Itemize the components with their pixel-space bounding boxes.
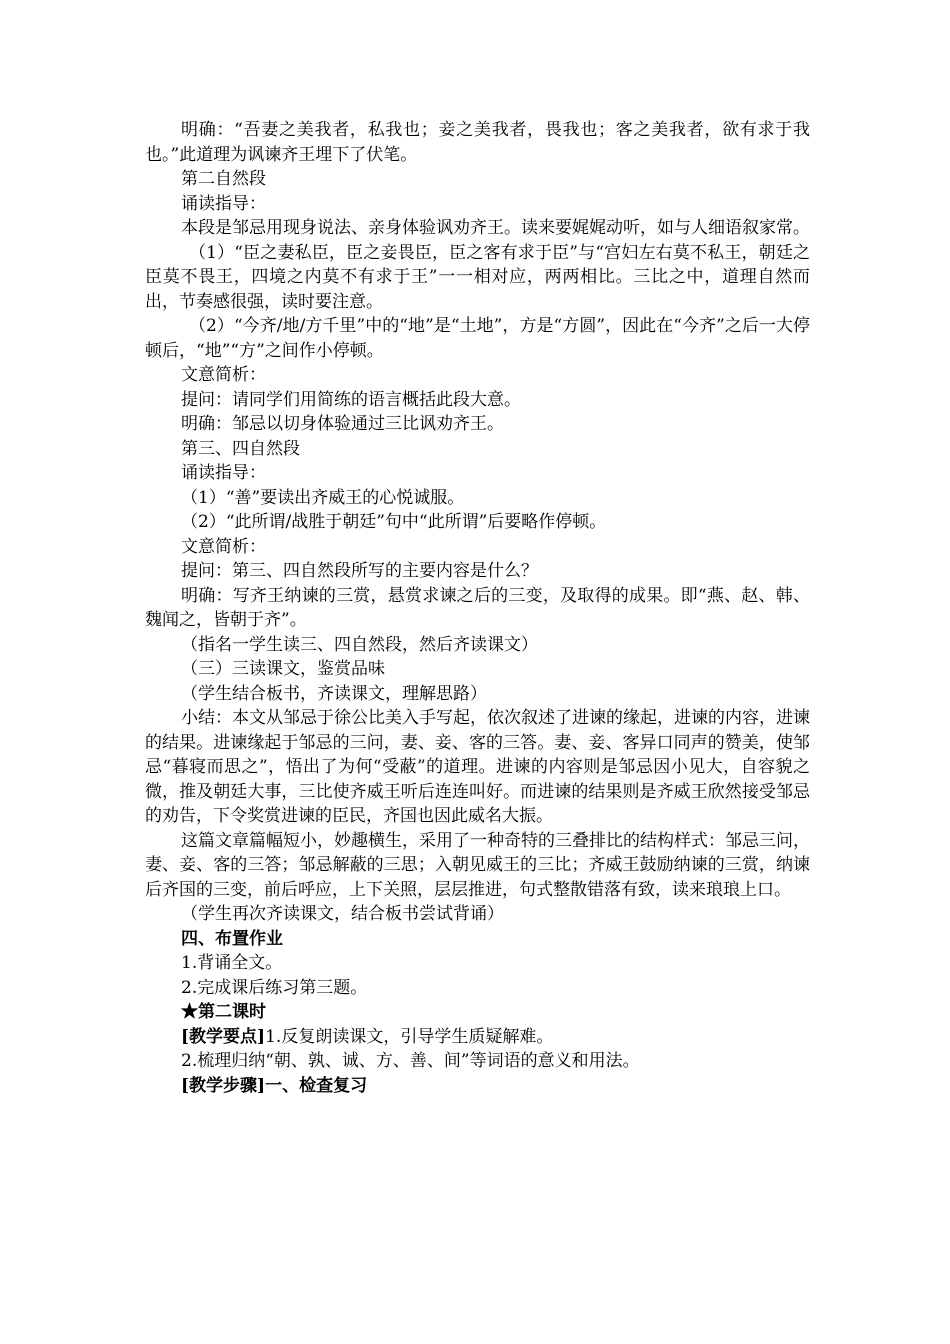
key-points-line bbox=[145, 1025, 810, 1050]
steps-label: [教学步骤] bbox=[181, 1075, 266, 1096]
key-points-text: 1.反复朗读课文，引导学生质疑解难。 bbox=[265, 1026, 554, 1047]
paragraph-p5: （1）“臣之妻私臣，臣之妾畏臣，臣之客有求于臣”与“宫妇左右莫不私王，朝廷之臣莫不畏王，四境之内莫不有求于王”一一相对应，两两相比。三比之中，道理自然而出，节奏感很强，读时要注意。 bbox=[145, 242, 810, 312]
homework-item-2: 2.完成课后练习第三题。 bbox=[181, 977, 368, 998]
section-heading-homework: 四、布置作业 bbox=[181, 928, 283, 949]
paragraph-p17: （指名一学生读三、四自然段，然后齐读课文） bbox=[181, 634, 538, 655]
paragraph-answer-2: 明确：写齐王纳谏的三赏，悬赏求谏之后的三变，及取得的成果。即“燕、赵、韩、魏闻之，皆朝于齐”。 bbox=[145, 585, 810, 630]
subheading-reading-guide-2: 诵读指导： bbox=[181, 463, 266, 483]
paragraph-p18: （三）三读课文，鉴赏品味 bbox=[181, 659, 385, 679]
key-points-line-2: 2.梳理归纳“朝、孰、诚、方、善、间”等词语的意义和用法。 bbox=[181, 1051, 640, 1071]
paragraph-summary: 小结：本文从邹忌于徐公比美入手写起，依次叙述了进谏的缘起，进谏的内容，进谏的结果。进谏缘起于邹忌的三问，妻、妾、客的三答。妻、妾、客异口同声的赞美，使邹忌“暮寝而思之”，悟出了为何“受蔽”的道理。进谏的内容则是邹忌因小见大，自容貌之微，推及朝廷大事，三比使齐威王听后连连叫好。而进谏的结果则是齐威王欣然接受邹忌的劝告，下令奖赏进谏的臣民，齐国也因此威名大振。 bbox=[145, 708, 810, 826]
section-heading-paragraph-2: 第二自然段 bbox=[181, 169, 266, 189]
paragraph-question: 提问：请同学们用简练的语言概括此段大意。 bbox=[181, 389, 521, 410]
paragraph-p1: 明确：“吾妻之美我者，私我也；妾之美我者，畏我也；客之美我者，欲有求于我也。”此道理为讽谏齐王埋下了伏笔。 bbox=[145, 120, 810, 165]
section-heading-second-lesson: ★第二课时 bbox=[181, 1002, 266, 1022]
subheading-reading-guide: 诵读指导： bbox=[181, 193, 266, 214]
section-heading-paragraph-3-4: 第三、四自然段 bbox=[181, 438, 300, 459]
subheading-meaning-analysis: 文意简析： bbox=[181, 365, 266, 385]
paragraph-p13: （2）“此所谓/战胜于朝廷”句中“此所谓”后要略作停顿。 bbox=[181, 512, 607, 532]
paragraph-answer: 明确：邹忌以切身体验通过三比讽劝齐王。 bbox=[181, 414, 504, 434]
document-body bbox=[145, 118, 810, 1098]
paragraph-question-2: 提问：第三、四自然段所写的主要内容是什么？ bbox=[181, 561, 538, 581]
paragraph-p22: （学生再次齐读课文，结合板书尝试背诵） bbox=[181, 904, 504, 924]
subheading-meaning-analysis-2: 文意简析： bbox=[181, 536, 266, 557]
key-points-label: [教学要点] bbox=[181, 1026, 266, 1047]
paragraph-p4: 本段是邹忌用现身说法、亲身体验讽劝齐王。读来要娓娓动听，如与人细语叙家常。 bbox=[181, 218, 810, 238]
homework-item-1: 1.背诵全文。 bbox=[181, 953, 283, 973]
paragraph-structure: 这篇文章篇幅短小，妙趣横生，采用了一种奇特的三叠排比的结构样式：邹忌三问，妻、妾、客的三答；邹忌解蔽的三思；入朝见威王的三比；齐威王鼓励纳谏的三赏，纳谏后齐国的三变，前后呼应，上下关照，层层推进，句式整散错落有致，读来琅琅上口。 bbox=[145, 830, 810, 900]
steps-line bbox=[145, 1074, 810, 1099]
paragraph-p12: （1）“善”要读出齐威王的心悦诚服。 bbox=[181, 487, 465, 508]
steps-text: 一、检查复习 bbox=[265, 1075, 368, 1096]
paragraph-p19: （学生结合板书，齐读课文，理解思路） bbox=[181, 683, 487, 704]
paragraph-p6: （2）“今齐/地/方千里”中的“地”是“土地”，方是“方圆”，因此在“今齐”之后一大停顿后，“地”“方”之间作小停顿。 bbox=[145, 316, 810, 361]
